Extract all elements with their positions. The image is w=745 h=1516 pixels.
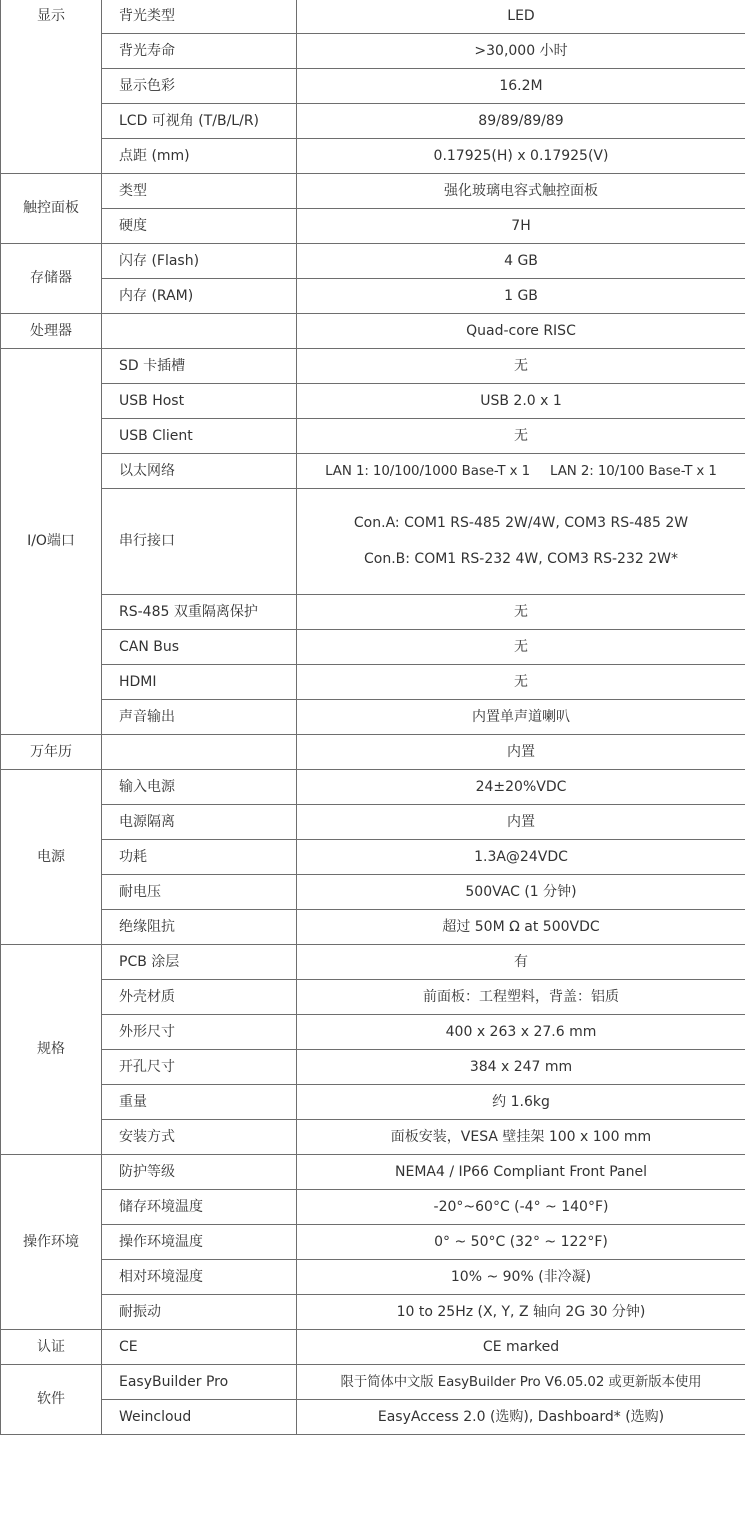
spec-value: 前面板：工程塑料，背盖：铝质 xyxy=(297,980,745,1015)
spec-value: 10% ~ 90% (非冷凝) xyxy=(297,1260,745,1295)
ethernet-lan2: LAN 2: 10/100 Base-T x 1 xyxy=(550,463,717,479)
spec-value: 89/89/89/89 xyxy=(297,104,745,139)
category-processor: 处理器 xyxy=(1,314,102,349)
table-row xyxy=(1,279,745,314)
table-row xyxy=(1,980,745,1015)
spec-value: 1 GB xyxy=(297,279,745,314)
spec-value: 0° ~ 50°C (32° ~ 122°F) xyxy=(297,1225,745,1260)
table-row xyxy=(1,910,745,945)
spec-value: NEMA4 / IP66 Compliant Front Panel xyxy=(297,1155,745,1190)
spec-item: 外形尺寸 xyxy=(102,1015,297,1050)
table-row xyxy=(1,244,745,279)
table-row xyxy=(1,1015,745,1050)
spec-value: 无 xyxy=(297,419,745,454)
spec-value: >30,000 小时 xyxy=(297,34,745,69)
spec-item: 以太网络 xyxy=(102,454,297,489)
table-row xyxy=(1,349,745,384)
category-software: 软件 xyxy=(1,1365,102,1435)
spec-value: 7H xyxy=(297,209,745,244)
spec-item: 外壳材质 xyxy=(102,980,297,1015)
spec-item: 耐振动 xyxy=(102,1295,297,1330)
spec-item: EasyBuilder Pro xyxy=(102,1365,297,1400)
category-specifications: 规格 xyxy=(1,945,102,1155)
spec-value: 约 1.6kg xyxy=(297,1085,745,1120)
serial-con-b: Con.B: COM1 RS-232 4W, COM3 RS-232 2W* xyxy=(364,551,678,567)
spec-item: 开孔尺寸 xyxy=(102,1050,297,1085)
table-row xyxy=(1,1365,745,1400)
spec-item: 串行接口 xyxy=(102,489,297,595)
table-row xyxy=(1,489,745,595)
spec-value: 限于简体中文版 EasyBuilder Pro V6.05.02 或更新版本使用 xyxy=(297,1365,745,1400)
table-row xyxy=(1,454,745,489)
spec-value: -20°~60°C (-4° ~ 140°F) xyxy=(297,1190,745,1225)
table-row xyxy=(1,69,745,104)
table-row xyxy=(1,700,745,735)
table-row xyxy=(1,104,745,139)
spec-value: 10 to 25Hz (X, Y, Z 轴向 2G 30 分钟) xyxy=(297,1295,745,1330)
spec-value-serial xyxy=(297,489,745,595)
serial-con-a: Con.A: COM1 RS-485 2W/4W, COM3 RS-485 2W xyxy=(353,515,689,531)
spec-value: 24±20%VDC xyxy=(297,770,745,805)
spec-table-body xyxy=(1,0,745,1435)
table-row xyxy=(1,1050,745,1085)
spec-item: 显示色彩 xyxy=(102,69,297,104)
spec-value: 384 x 247 mm xyxy=(297,1050,745,1085)
spec-item xyxy=(102,735,297,770)
table-row xyxy=(1,840,745,875)
table-row xyxy=(1,1225,745,1260)
spec-value: 面板安装，VESA 壁挂架 100 x 100 mm xyxy=(297,1120,745,1155)
table-row xyxy=(1,1400,745,1435)
spec-item: 内存 (RAM) xyxy=(102,279,297,314)
spec-value: CE marked xyxy=(297,1330,745,1365)
spec-value: 内置单声道喇叭 xyxy=(297,700,745,735)
spec-value: LED xyxy=(297,0,745,34)
table-row xyxy=(1,139,745,174)
table-row xyxy=(1,174,745,209)
table-row xyxy=(1,1190,745,1225)
spec-value: 无 xyxy=(297,665,745,700)
table-row xyxy=(1,805,745,840)
spec-value: USB 2.0 x 1 xyxy=(297,384,745,419)
table-row xyxy=(1,314,745,349)
spec-item: 功耗 xyxy=(102,840,297,875)
spec-item: 重量 xyxy=(102,1085,297,1120)
table-row xyxy=(1,1295,745,1330)
table-row xyxy=(1,735,745,770)
table-row xyxy=(1,384,745,419)
table-row xyxy=(1,945,745,980)
category-display: 显示 xyxy=(1,0,102,174)
spec-item: CAN Bus xyxy=(102,630,297,665)
ethernet-lan1: LAN 1: 10/100/1000 Base-T x 1 xyxy=(325,463,531,479)
spec-value: Quad-core RISC xyxy=(297,314,745,349)
spec-value: 强化玻璃电容式触控面板 xyxy=(297,174,745,209)
spec-value: 内置 xyxy=(297,805,745,840)
spec-item: RS-485 双重隔离保护 xyxy=(102,595,297,630)
spec-value: 0.17925(H) x 0.17925(V) xyxy=(297,139,745,174)
category-touch-panel: 触控面板 xyxy=(1,174,102,244)
spec-item: 输入电源 xyxy=(102,770,297,805)
table-row xyxy=(1,1330,745,1365)
spec-value: 超过 50M Ω at 500VDC xyxy=(297,910,745,945)
spec-value: 有 xyxy=(297,945,745,980)
spec-value: 内置 xyxy=(297,735,745,770)
spec-value: 无 xyxy=(297,349,745,384)
spec-item: 背光寿命 xyxy=(102,34,297,69)
table-row xyxy=(1,1260,745,1295)
category-memory: 存储器 xyxy=(1,244,102,314)
spec-item: LCD 可视角 (T/B/L/R) xyxy=(102,104,297,139)
table-row xyxy=(1,1085,745,1120)
spec-item: 硬度 xyxy=(102,209,297,244)
category-environment: 操作环境 xyxy=(1,1155,102,1330)
spec-item: 安装方式 xyxy=(102,1120,297,1155)
spec-item: 闪存 (Flash) xyxy=(102,244,297,279)
spec-item: 防护等级 xyxy=(102,1155,297,1190)
table-row xyxy=(1,1120,745,1155)
spec-value: 500VAC (1 分钟) xyxy=(297,875,745,910)
table-row xyxy=(1,595,745,630)
category-rtc: 万年历 xyxy=(1,735,102,770)
spec-value: EasyAccess 2.0 (选购), Dashboard* (选购) xyxy=(297,1400,745,1435)
category-io-ports: I/O端口 xyxy=(1,349,102,735)
spec-item: 类型 xyxy=(102,174,297,209)
spec-value: 无 xyxy=(297,630,745,665)
table-row xyxy=(1,209,745,244)
spec-item: 耐电压 xyxy=(102,875,297,910)
table-row xyxy=(1,630,745,665)
spec-item: 背光类型 xyxy=(102,0,297,34)
spec-value: 4 GB xyxy=(297,244,745,279)
spec-value: 1.3A@24VDC xyxy=(297,840,745,875)
spec-item: CE xyxy=(102,1330,297,1365)
spec-value: 无 xyxy=(297,595,745,630)
table-row xyxy=(1,770,745,805)
table-row xyxy=(1,875,745,910)
table-row xyxy=(1,34,745,69)
table-row xyxy=(1,665,745,700)
table-row xyxy=(1,419,745,454)
spec-item: USB Host xyxy=(102,384,297,419)
spec-item: HDMI xyxy=(102,665,297,700)
table-row xyxy=(1,0,745,34)
spec-item: 储存环境温度 xyxy=(102,1190,297,1225)
table-row xyxy=(1,1155,745,1190)
spec-item: 电源隔离 xyxy=(102,805,297,840)
spec-item: PCB 涂层 xyxy=(102,945,297,980)
spec-item xyxy=(102,314,297,349)
spec-value: 16.2M xyxy=(297,69,745,104)
spec-item: 操作环境温度 xyxy=(102,1225,297,1260)
spec-item: 绝缘阻抗 xyxy=(102,910,297,945)
spec-item: SD 卡插槽 xyxy=(102,349,297,384)
spec-item: Weincloud xyxy=(102,1400,297,1435)
spec-item: 点距 (mm) xyxy=(102,139,297,174)
category-power: 电源 xyxy=(1,770,102,945)
spec-item: 相对环境湿度 xyxy=(102,1260,297,1295)
spec-item: 声音输出 xyxy=(102,700,297,735)
category-certification: 认证 xyxy=(1,1330,102,1365)
spec-item: USB Client xyxy=(102,419,297,454)
spec-value: 400 x 263 x 27.6 mm xyxy=(297,1015,745,1050)
spec-value-ethernet xyxy=(297,454,745,489)
